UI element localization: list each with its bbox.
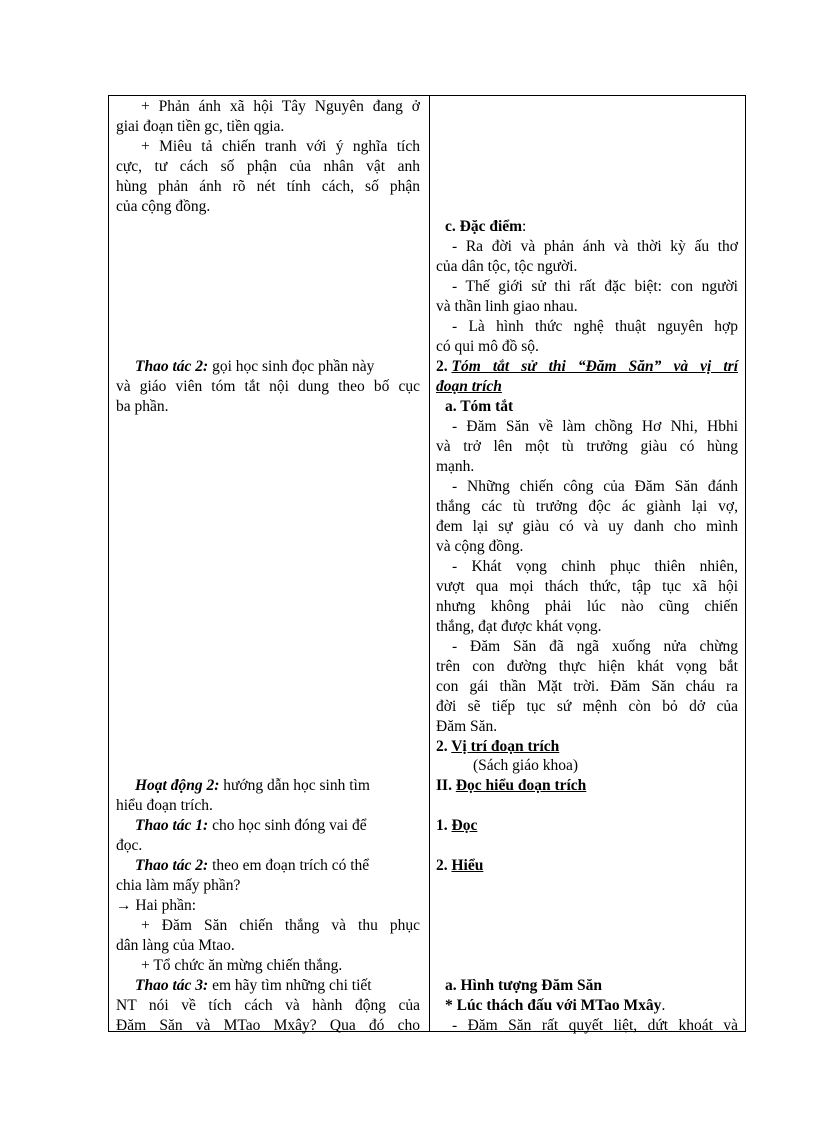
right-text-line: thắng các tù trưởng độc ác giành lại vợ, (436, 498, 738, 515)
step-text: gọi học sinh đọc phần này (208, 358, 375, 375)
right-text-line: - Đăm Săn về làm chồng Hơ Nhi, Hbhi (452, 418, 738, 435)
left-text-line: + Phản ánh xã hội Tây Nguyên đang ở (141, 98, 420, 115)
step-text: cho học sinh đóng vai để (208, 817, 367, 834)
left-text-line (135, 976, 372, 996)
left-text-line: và giáo viên tóm tắt nội dung theo bố cục (116, 378, 420, 395)
right-text-line: Đăm Săn. (436, 718, 498, 735)
section-heading: c. Đặc điểm (445, 218, 523, 235)
subsection-heading: * Lúc thách đấu với MTao Mxây (445, 997, 662, 1014)
section-number: 2. (436, 358, 452, 375)
right-text-line: - Đăm Săn rất quyết liệt, dứt khoát và (452, 1017, 738, 1034)
section-number: II. (436, 777, 456, 794)
left-text-line (135, 357, 374, 377)
left-text-line (135, 816, 367, 836)
right-text-line: đem lại sự giàu có và uy danh cho mình (436, 518, 738, 535)
right-text-line (445, 217, 526, 237)
step-label: Thao tác 2: (135, 857, 209, 874)
lesson-table (108, 95, 746, 1032)
step-text: theo em đoạn trích có thể (208, 857, 370, 874)
right-text-line: của dân tộc, tộc người. (436, 258, 578, 275)
right-text-line: - Ra đời và phản ánh và thời kỳ ấu thơ (452, 238, 738, 255)
right-text-line: - Đăm Săn đã ngã xuống nửa chừng (452, 638, 738, 655)
left-text-line: cực, tư cách số phận của nhân vật anh (116, 158, 420, 175)
left-text-line: + Đăm Săn chiến thắng và thu phục (141, 917, 420, 934)
left-text-line: đọc. (116, 837, 143, 854)
right-text-line: - Thế giới sử thi rất đặc biệt: con người (452, 278, 738, 295)
right-text-line (436, 856, 483, 876)
right-text-line (436, 776, 586, 796)
right-text-line: đời sẽ tiếp tục sứ mệnh còn bỏ dở của (436, 698, 738, 715)
section-heading: Đọc (451, 817, 478, 834)
subsection-heading: a. Tóm tắt (445, 398, 514, 415)
right-text-line: và thần linh giao nhau. (436, 298, 578, 315)
heading-colon: : (522, 218, 527, 235)
left-text-line: ba phần. (116, 398, 169, 415)
heading-dot: . (661, 997, 666, 1014)
left-text-line: dân làng của Mtao. (116, 937, 235, 954)
subsection-heading: a. Hình tượng Đăm Săn (445, 977, 602, 994)
right-text-line: mạnh. (436, 458, 475, 475)
right-text-line: - Là hình thức nghệ thuật nguyên hợp (452, 318, 738, 335)
left-text-line: hùng phản ánh rõ nét tính cách, số phận (116, 178, 420, 195)
right-text-line (436, 816, 477, 836)
left-text-line (135, 776, 370, 796)
left-text-line: → Hai phần: (116, 897, 197, 914)
left-text-line: NT nói về tích cách và hành động của (116, 997, 420, 1014)
right-text-line (436, 357, 738, 377)
right-text-line: con gái thần Mặt trời. Đăm Săn cháu ra (436, 678, 738, 695)
right-text-line (436, 737, 559, 757)
step-text: em hãy tìm những chi tiết (208, 977, 372, 994)
section-heading: Tóm tắt sử thi “Đăm Săn” và vị trí (451, 358, 738, 375)
left-text-line (135, 856, 369, 876)
left-text-line: + Miêu tả chiến tranh với ý nghĩa tích (141, 138, 420, 155)
section-heading: Hiểu (451, 857, 484, 874)
left-text-line: chia làm mấy phần? (116, 877, 241, 894)
left-text-line: của cộng đồng. (116, 198, 211, 215)
right-text-line: có qui mô đồ sộ. (436, 338, 539, 355)
right-text-line: và trở lên một tù trưởng giàu có hùng (436, 438, 738, 455)
activity-text: hướng dẫn học sinh tìm (219, 777, 370, 794)
column-divider (429, 96, 430, 1031)
step-label: Thao tác 3: (135, 977, 209, 994)
section-number: 2. (436, 738, 452, 755)
section-heading: Đọc hiểu đoạn trích (455, 777, 587, 794)
section-heading-cont: đoạn trích (436, 378, 502, 395)
right-text-line: và cộng đồng. (436, 538, 524, 555)
section-number: 1. (436, 817, 452, 834)
right-text-line: - Những chiến công của Đăm Săn đánh (452, 478, 738, 495)
section-heading: Vị trí đoạn trích (451, 738, 560, 755)
left-text-line: hiểu đoạn trích. (116, 797, 213, 814)
right-text-line: - Khát vọng chinh phục thiên nhiên, (452, 558, 738, 575)
right-text-line: vượt qua mọi thách thức, tập tục xã hội (436, 578, 738, 595)
right-text-line (445, 996, 665, 1016)
right-text-line: (Sách giáo khoa) (473, 757, 579, 774)
section-number: 2. (436, 857, 452, 874)
left-text-line: giai đoạn tiền gc, tiền qgia. (116, 118, 285, 135)
right-text-line: nhưng không phải lúc nào cũng chiến (436, 598, 738, 615)
left-text-line: + Tổ chức ăn mừng chiến thắng. (141, 957, 343, 974)
right-text-line: thắng, đạt được khát vọng. (436, 618, 602, 635)
left-text-line: Đăm Săn và MTao Mxây? Qua đó cho (116, 1017, 420, 1034)
activity-label: Hoạt động 2: (135, 777, 220, 794)
right-text-line: trên con đường thực hiện khát vọng bắt (436, 658, 738, 675)
step-label: Thao tác 2: (135, 358, 209, 375)
step-label: Thao tác 1: (135, 817, 209, 834)
